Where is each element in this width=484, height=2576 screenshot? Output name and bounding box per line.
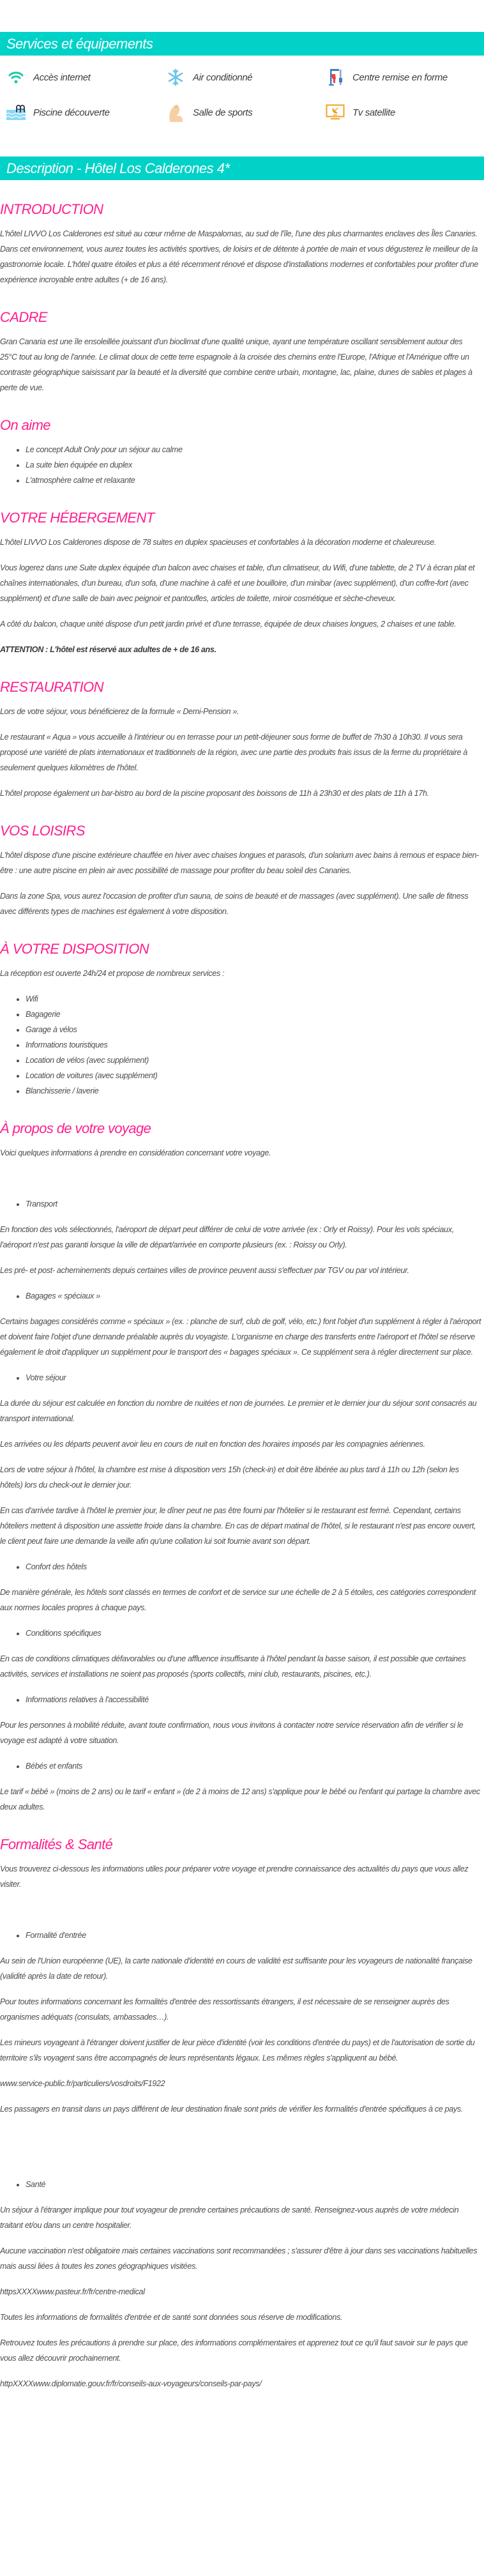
- subheading-label: • Votre séjour: [26, 1370, 484, 1385]
- paragraph: Le restaurant « Aqua » vous accueille à l'intérieur ou en terrasse pour un petit-déjeuner sous forme de buffet de 7h30 à 10h30. Il vous sera proposé une variété de plats internationaux et traditionnels de la région, avec une partie des produits frais issus de la ferme du propriétaire à seulement quelques kilomètres de l'hôtel.: [0, 733, 467, 772]
- service-outdoor-pool: [6, 103, 166, 121]
- section-heading-hebergement: VOTRE HÉBERGEMENT: [0, 510, 155, 526]
- subheading-label: • Bagages « spéciaux »: [26, 1288, 484, 1304]
- list-item: • Blanchisserie / laverie: [26, 1083, 484, 1099]
- list-item: • Garage à vélos: [26, 1022, 484, 1037]
- paragraph: Les arrivées ou les départs peuvent avoir lieu en cours de nuit en fonction des horaires imposés par les compagnies aériennes.: [0, 1440, 425, 1449]
- description-banner: Description - Hôtel Los Calderones 4*: [0, 156, 484, 180]
- section-heading-disposition: À VOTRE DISPOSITION: [0, 941, 149, 957]
- services-list: [0, 991, 484, 1099]
- paragraph: Le tarif « bébé » (moins de 2 ans) ou le tarif « enfant » (de 2 à moins de 12 ans) s'applique pour le bébé ou l'enfant qui partage la chambre avec deux adultes.: [0, 1787, 480, 1811]
- subheading-conditions: [0, 1626, 484, 1641]
- subheading-label: • Formalité d'entrée: [26, 1928, 484, 1943]
- paragraph: Aucune vaccination n'est obligatoire mais certaines vaccinations sont recommandées ; s'assurer d'être à jour dans ses vaccinations habituelles mais aussi liées à toutes les zones géographiques visitées.: [0, 2246, 478, 2271]
- service-internet: [6, 68, 166, 86]
- list-item: • Le concept Adult Only pour un séjour au calme: [26, 442, 484, 457]
- service-fitness-center: [326, 68, 484, 86]
- paragraph: Certains bagages considérés comme « spéciaux » (ex. : planche de surf, club de golf, vélo, etc.) font l'objet d'un supplément à régler à l'aéroport et doivent faire l'objet d'une demande préalable auprès du voyagiste. L'organisme en charge des transferts entre l'aéroport et l'hôtel se réserve également le droit d'appliquer un supplément pour le transport des « bagages spéciaux ». Ce supplément sera à régler directement sur place.: [0, 1317, 481, 1357]
- paragraph: Les mineurs voyageant à l'étranger doivent justifier de leur pièce d'identité (voir les conditions d'entrée du pays) et de l'autorisation de sortie du territoire s'ils voyagent sans être accompagnés de leurs représentants légaux. Les mêmes règles s'appliquent au bébé.: [0, 2038, 475, 2062]
- service-satellite-tv: [326, 103, 484, 121]
- subheading-entree: [0, 1928, 484, 1943]
- pool-icon: [6, 103, 26, 121]
- list-item: • Bagagerie: [26, 1007, 484, 1022]
- subheading-label: • Confort des hôtels: [26, 1559, 484, 1574]
- paragraph: Retrouvez toutes les précautions à prendre sur place, des informations complémentaires et apprenez tout ce qu'il faut savoir sur le pays que vous allez découvrir prochainement.: [0, 2338, 468, 2363]
- subheading-sante: [0, 2177, 484, 2192]
- paragraph: L'hôtel LIVVO Los Calderones dispose de 78 suites en duplex spacieuses et confortables à la décoration moderne et chaleureuse.: [0, 538, 436, 547]
- subheading-label: • Santé: [26, 2177, 484, 2192]
- section-heading-on-aime: On aime: [0, 417, 50, 433]
- service-public-link[interactable]: www.service-public.fr/particuliers/vosdroits/F1922: [0, 2079, 165, 2088]
- list-item: • Location de voitures (avec supplément): [26, 1068, 484, 1083]
- service-gym: [166, 103, 326, 121]
- description-content: [0, 201, 484, 2391]
- paragraph: L'hôtel LIVVO Los Calderones est situé au cœur même de Maspalomas, au sud de l'île, l'une des plus charmantes enclaves des Îles Canaries. Dans cet environnement, vous aurez toutes les activités sportives, de loisirs et de détente à portée de main et vous dégusterez le meilleur de la gastronomie locale. L'hôtel quatre étoiles et plus a été récemment rénové et dispose d'installations modernes et confortables pour profiter d'une expérience incroyable entre adultes (+ de 16 ans).: [0, 229, 478, 284]
- paragraph: Vous logerez dans une Suite duplex équipée d'un balcon avec chaises et table, d'un climatiseur, du Wifi, d'une tablette, de 2 TV à écran plat et chaînes internationales, d'un bureau, d'un sofa, d'une machine à café et une bouilloire, d'un minibar (avec supplément), d'un coffre-fort (avec supplément) et d'une salle de bain avec peignoir et pantoufles, articles de toilette, miroir cosmétique et sèche-cheveux.: [0, 563, 475, 603]
- wifi-icon: [6, 68, 26, 86]
- section-heading-cadre: CADRE: [0, 309, 48, 325]
- service-label: Air conditionné: [193, 72, 253, 83]
- muscle-arm-icon: [166, 103, 185, 121]
- paragraph: Lors de votre séjour à l'hôtel, la chambre est mise à disposition vers 15h (check-in) et doit être libérée au plus tard à 11h ou 12h (selon les hôtels) lors du check-out le dernier jour.: [0, 1465, 459, 1490]
- paragraph: Lors de votre séjour, vous bénéficierez de la formule « Demi-Pension ».: [0, 707, 239, 716]
- paragraph: Toutes les informations de formalités d'entrée et de santé sont données sous réserve de modifications.: [0, 2313, 343, 2322]
- snowflake-icon: [166, 68, 185, 86]
- paragraph: Voici quelques informations à prendre en considération concernant votre voyage.: [0, 1148, 271, 1157]
- section-heading-formalites: Formalités & Santé: [0, 1836, 113, 1852]
- subheading-label: • Informations relatives à l'accessibilité: [26, 1692, 484, 1707]
- service-label: Accès internet: [33, 72, 91, 83]
- paragraph: L'hôtel propose également un bar-bistro au bord de la piscine proposant des boissons de 11h à 23h30 et des plats de 11h à 17h.: [0, 789, 429, 798]
- paragraph: Pour toutes informations concernant les formalités d'entrée des ressortissants étrangers, il est nécessaire de se renseigner auprès des organismes adéquats (consulats, ambassades…).: [0, 1997, 450, 2022]
- subheading-bebes: [0, 1758, 484, 1774]
- paragraph: Les passagers en transit dans un pays différent de leur destination finale sont priés de vérifier les formalités d'entrée spécifiques à ce pays.: [0, 2105, 463, 2114]
- list-item: • Informations touristiques: [26, 1037, 484, 1053]
- service-label: Piscine découverte: [33, 107, 110, 118]
- paragraph: En fonction des vols sélectionnés, l'aéroport de départ peut différer de celui de votre arrivée (ex : Orly et Roissy). Pour les vols spéciaux, l'aéroport n'est pas garanti lorsque la ville de départ/arrivée en comporte plusieurs (ex. : Roissy ou Orly).: [0, 1225, 454, 1249]
- subheading-confort: [0, 1559, 484, 1574]
- services-banner: Services et équipements: [0, 32, 484, 56]
- subheading-sejour: [0, 1370, 484, 1385]
- service-label: Tv satellite: [352, 107, 395, 118]
- service-label: Centre remise en forme: [352, 72, 448, 83]
- paragraph: Au sein de l'Union européenne (UE), la carte nationale d'identité en cours de validité est suffisante pour les voyageurs de nationalité française (validité après la date de retour).: [0, 1956, 473, 1981]
- paragraph: Un séjour à l'étranger implique pour tout voyageur de prendre certaines précautions de santé. Renseignez-vous auprès de votre médecin traitant et/ou dans un centre hospitalier.: [0, 2206, 459, 2230]
- subheading-label: • Conditions spécifiques: [26, 1626, 484, 1641]
- service-label: Salle de sports: [193, 107, 253, 118]
- section-heading-voyage: À propos de votre voyage: [0, 1120, 151, 1136]
- section-heading-restauration: RESTAURATION: [0, 679, 103, 695]
- paragraph: En cas de conditions climatiques défavorables ou d'une affluence insuffisante à l'hôtel pendant la basse saison, il est possible que certaines activités, services et installations ne soient pas proposés (sports collectifs, mini club, restaurants, piscines, etc.).: [0, 1654, 466, 1679]
- paragraph: Gran Canaria est une île ensoleillée jouissant d'un bioclimat d'une qualité unique, ayant une température oscillant sensiblement autour des 25°C tout au long de l'année. Le climat doux de cette terre espagnole à la croisée des chemins entre l'Europe, l'Afrique et l'Amérique offre un contraste géographique saisissant par la beauté et la diversité que combine centre urbain, montagne, lac, plaine, dunes de sables et plages à perte de vue.: [0, 337, 473, 392]
- section-heading-introduction: INTRODUCTION: [0, 201, 103, 217]
- subheading-accessibilite: [0, 1692, 484, 1707]
- paragraph: Vous trouverez ci-dessous les informations utiles pour préparer votre voyage et prendre connaissance des actualités du pays que vous allez visiter.: [0, 1864, 469, 1889]
- paragraph: A côté du balcon, chaque unité dispose d'un petit jardin privé et d'une terrasse, équipée de deux chaises longues, 2 chaises et une table.: [0, 620, 457, 629]
- subheading-bagages: [0, 1288, 484, 1304]
- services-grid: [0, 56, 484, 125]
- section-heading-loisirs: VOS LOISIRS: [0, 823, 85, 839]
- subheading-label: • Transport: [26, 1196, 484, 1212]
- paragraph: La durée du séjour est calculée en fonction du nombre de nuitées et non de journées. Le premier et le dernier jour du séjour sont consacrés au transport international.: [0, 1399, 477, 1423]
- subheading-transport: [0, 1196, 484, 1212]
- list-item: • La suite bien équipée en duplex: [26, 457, 484, 473]
- paragraph: De manière générale, les hôtels sont classés en termes de confort et de service sur une échelle de 2 à 5 étoiles, ces catégories correspondent aux normes locales propres à chaque pays.: [0, 1588, 476, 1612]
- diplomatie-link[interactable]: httpXXXXwww.diplomatie.gouv.fr/fr/conseils-aux-voyageurs/conseils-par-pays/: [0, 2379, 262, 2388]
- paragraph: La réception est ouverte 24h/24 et propose de nombreux services :: [0, 969, 225, 978]
- list-item: • Wifi: [26, 991, 484, 1007]
- subheading-label: • Bébés et enfants: [26, 1758, 484, 1774]
- paragraph: L'hôtel dispose d'une piscine extérieure chauffée en hiver avec chaises longues et parasols, d'un solarium avec bains à remous et espace bien-être : une autre piscine en plein air avec possibilité de massage pour profiter du beau soleil des Canaries.: [0, 851, 479, 875]
- paragraph: Les pré- et post- acheminements depuis certaines villes de province peuvent aussi s'effectuer par TGV ou par vol intérieur.: [0, 1266, 409, 1275]
- paragraph: Dans la zone Spa, vous aurez l'occasion de profiter d'un sauna, de soins de beauté et de massages (avec supplément). Une salle de fitness avec différents types de machines est également à votre disposition.: [0, 892, 469, 916]
- fitness-machine-icon: [326, 68, 345, 86]
- paragraph: En cas d'arrivée tardive à l'hôtel le premier jour, le dîner peut ne pas être fourni par l'hôtelier si le restaurant est fermé. Cependant, certains hôteliers mettent à disposition une assiette froide dans la chambre. En cas de départ matinal de l'hôtel, si le restaurant n'est pas encore ouvert, le client peut faire une demande la veille afin qu'une collation lui soit fournie avant son départ.: [0, 1506, 476, 1546]
- paragraph: Pour les personnes à mobilité réduite, avant toute confirmation, nous vous invitons à contacter notre service réservation afin de vérifier si le voyage est adapté à votre situation.: [0, 1721, 464, 1745]
- list-item: • L'atmosphère calme et relaxante: [26, 473, 484, 488]
- pasteur-link[interactable]: httpsXXXXwww.pasteur.fr/fr/centre-medical: [0, 2287, 145, 2296]
- on-aime-list: [0, 442, 484, 488]
- list-item: • Location de vélos (avec supplément): [26, 1053, 484, 1068]
- service-air-conditioning: [166, 68, 326, 86]
- attention-notice: ATTENTION : L'hôtel est réservé aux adultes de + de 16 ans.: [0, 645, 216, 654]
- satellite-tv-icon: [326, 103, 345, 121]
